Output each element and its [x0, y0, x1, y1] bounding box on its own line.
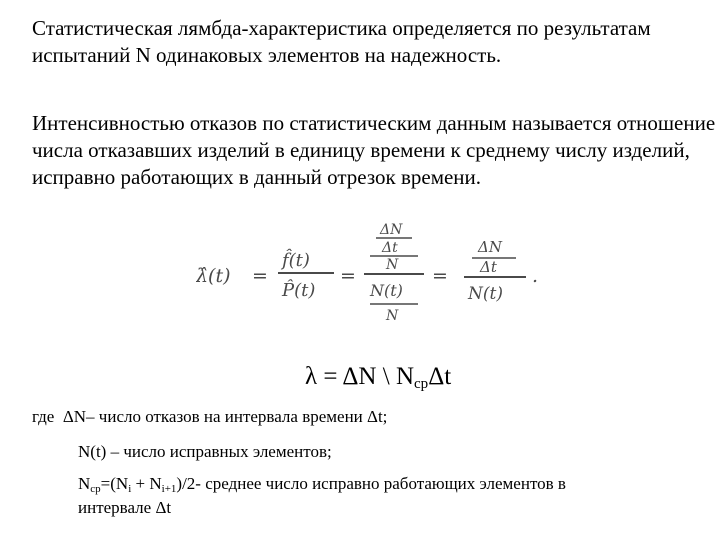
ncp-definition: $N_{ср}=(N_i + N_{i+1})/2-$ среднее число исправно работающих элементов в: [78, 474, 566, 495]
Nt-bottom: N(t): [370, 281, 403, 300]
failure-rate-formula-image: [196, 216, 556, 328]
p-hat: P̂(t): [282, 280, 316, 301]
dt-top: Δt: [382, 240, 398, 256]
lhs-lambda-hat: λ̂(t): [196, 265, 231, 287]
Nt-right: N(t): [468, 284, 503, 304]
period: .: [532, 265, 539, 287]
nt-definition: N(t) – число исправных элементов;: [78, 442, 332, 461]
f-hat: f̂(t): [282, 250, 310, 271]
equals-1: =: [252, 265, 268, 287]
definition-paragraph: Интенсивностью отказов по статистическим данным называется отношение числа отказавших изделий в единицу времени к среднему числу изделий, исправно работающих в данный отрезок времени.: [32, 111, 716, 189]
equals-2: =: [340, 265, 356, 287]
lambda-symbol: λ: [305, 363, 318, 390]
dt-right: Δt: [480, 258, 497, 276]
N-top: N: [386, 257, 399, 273]
dN-top: ΔN: [380, 222, 403, 238]
dN-right: ΔN: [478, 238, 502, 256]
N-bottom: N: [386, 308, 399, 324]
ncp-definition-continuation: интервале Δt: [78, 498, 172, 517]
intro-paragraph: Статистическая лямбда-характеристика определяется по результатам испытаний N одинаковых элементов на надежность.: [32, 16, 651, 67]
lambda-formula: λ = ΔN \ $N_{ср}\Delta t$: [305, 363, 452, 392]
where-line: где ΔN– число отказов на интервала времени Δt;: [32, 407, 388, 426]
equals-3: =: [432, 265, 448, 287]
